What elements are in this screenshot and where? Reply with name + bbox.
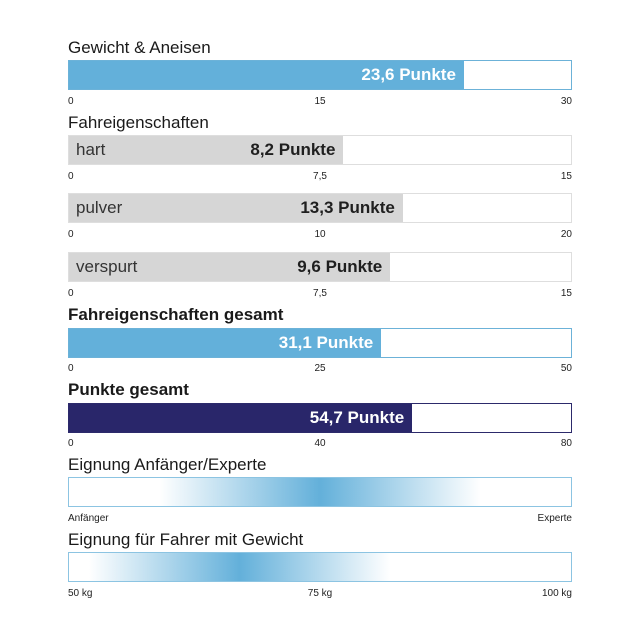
tick-gewicht-75kg: 75 kg — [307, 588, 333, 599]
tick-gewicht-100kg: 100 kg — [541, 588, 572, 599]
value-label-verspurt: 9,6 Punkte — [297, 257, 383, 276]
row-label-pulver: pulver — [76, 198, 123, 217]
bar-hart — [69, 136, 343, 164]
title-eignung-anfaenger-experte: Eignung Anfänger/Experte — [68, 455, 267, 474]
tick-gewicht-min: 0 — [68, 96, 74, 107]
tick-punkte-min: 0 — [68, 438, 74, 449]
tick-verspurt-max: 15 — [560, 288, 572, 299]
tick-hart-max: 15 — [560, 171, 572, 182]
bar-punkte-gesamt — [69, 404, 412, 432]
tick-fahr-gesamt-mid: 25 — [314, 363, 326, 374]
title-fahreigenschaften: Fahreigenschaften — [68, 113, 209, 132]
bar-track-verspurt — [68, 252, 572, 282]
row-label-hart: hart — [76, 140, 106, 159]
bar-track-punkte-gesamt — [68, 403, 572, 433]
tick-punkte-max: 80 — [560, 438, 572, 449]
bar-track-gewicht-aneisen — [68, 60, 572, 90]
tick-pulver-min: 0 — [68, 229, 74, 240]
tick-fahr-gesamt-max: 50 — [560, 363, 572, 374]
bar-track-fahreigenschaften-gesamt — [68, 328, 572, 358]
tick-verspurt-min: 0 — [68, 288, 74, 299]
value-label-fahreigenschaften-gesamt: 31,1 Punkte — [278, 333, 374, 352]
bar-track-pulver — [68, 193, 572, 223]
bar-track-hart — [68, 135, 572, 165]
gradient-bar-anfaenger-experte — [68, 477, 572, 507]
tick-verspurt-mid: 7,5 — [313, 288, 327, 299]
gradient-bar-gewicht — [68, 552, 572, 582]
title-gewicht-aneisen: Gewicht & Aneisen — [68, 38, 211, 57]
tick-fahr-gesamt-min: 0 — [68, 363, 74, 374]
tick-gewicht-mid: 15 — [314, 96, 326, 107]
value-label-pulver: 13,3 Punkte — [300, 198, 395, 217]
bar-gewicht-aneisen — [69, 61, 464, 89]
tick-hart-min: 0 — [68, 171, 74, 182]
label-anfaenger: Anfänger — [68, 513, 109, 524]
label-experte: Experte — [537, 513, 572, 524]
tick-punkte-mid: 40 — [314, 438, 326, 449]
value-label-hart: 8,2 Punkte — [250, 140, 336, 159]
value-label-gewicht-aneisen: 23,6 Punkte — [361, 65, 456, 84]
tick-pulver-mid: 10 — [314, 229, 326, 240]
title-punkte-gesamt: Punkte gesamt — [68, 380, 189, 399]
title-eignung-gewicht: Eignung für Fahrer mit Gewicht — [68, 530, 304, 549]
tick-hart-mid: 7,5 — [313, 171, 327, 182]
tick-gewicht-max: 30 — [560, 96, 572, 107]
title-fahreigenschaften-gesamt: Fahreigenschaften gesamt — [68, 305, 284, 324]
bar-fahreigenschaften-gesamt — [69, 329, 381, 357]
value-label-punkte-gesamt: 54,7 Punkte — [309, 408, 405, 427]
row-label-verspurt: verspurt — [76, 257, 138, 276]
tick-pulver-max: 20 — [560, 229, 572, 240]
tick-gewicht-50kg: 50 kg — [68, 588, 93, 599]
